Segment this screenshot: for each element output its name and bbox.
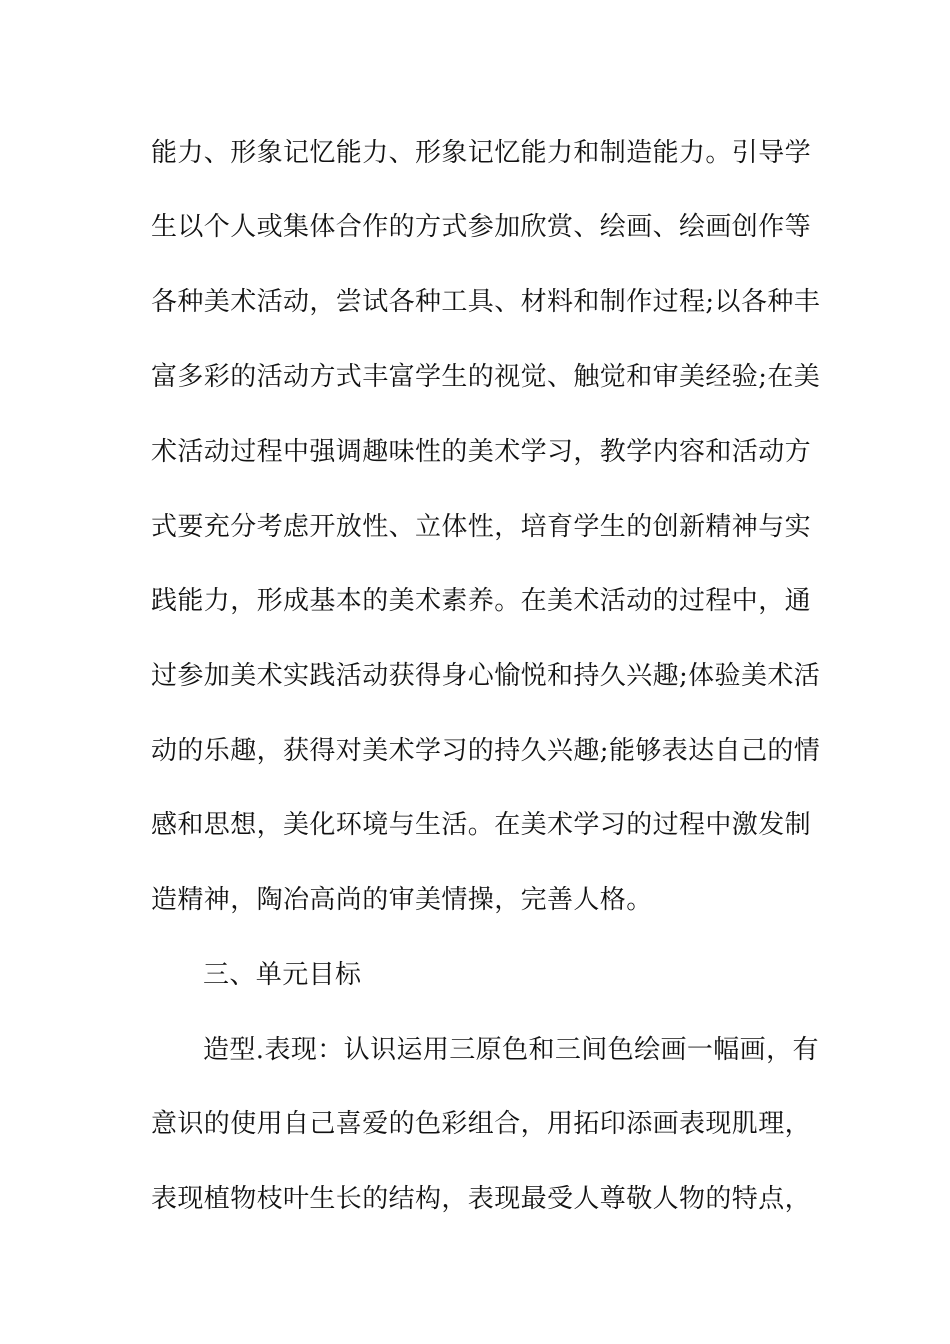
body-line-9: 动的乐趣，获得对美术学习的持久兴趣;能够表达自己的情	[151, 736, 821, 766]
body-line-11: 造精神，陶冶高尚的审美情操，完善人格。	[151, 885, 653, 915]
section-line-3: 表现植物枝叶生长的结构，表现最受人尊敬人物的特点，	[151, 1184, 812, 1214]
section-line-1: 造型.表现：认识运用三原色和三间色绘画一幅画，有	[203, 1035, 819, 1065]
body-line-8: 过参加美术实践活动获得身心愉悦和持久兴趣;体验美术活	[151, 661, 821, 691]
body-line-5: 术活动过程中强调趣味性的美术学习，教学内容和活动方	[151, 437, 812, 467]
body-line-6: 式要充分考虑开放性、立体性，培育学生的创新精神与实	[151, 512, 812, 542]
body-line-2: 生以个人或集体合作的方式参加欣赏、绘画、绘画创作等	[151, 212, 812, 242]
body-line-1: 能力、形象记忆能力、形象记忆能力和制造能力。引导学	[151, 138, 812, 168]
section-line-2: 意识的使用自己喜爱的色彩组合，用拓印添画表现肌理，	[151, 1109, 812, 1139]
body-line-10: 感和思想，美化环境与生活。在美术学习的过程中激发制	[151, 810, 812, 840]
body-line-3: 各种美术活动，尝试各种工具、材料和制作过程;以各种丰	[151, 287, 821, 317]
section-heading: 三、单元目标	[203, 960, 362, 990]
body-line-7: 践能力，形成基本的美术素养。在美术活动的过程中，通	[151, 586, 812, 616]
body-line-4: 富多彩的活动方式丰富学生的视觉、触觉和审美经验;在美	[151, 362, 821, 392]
